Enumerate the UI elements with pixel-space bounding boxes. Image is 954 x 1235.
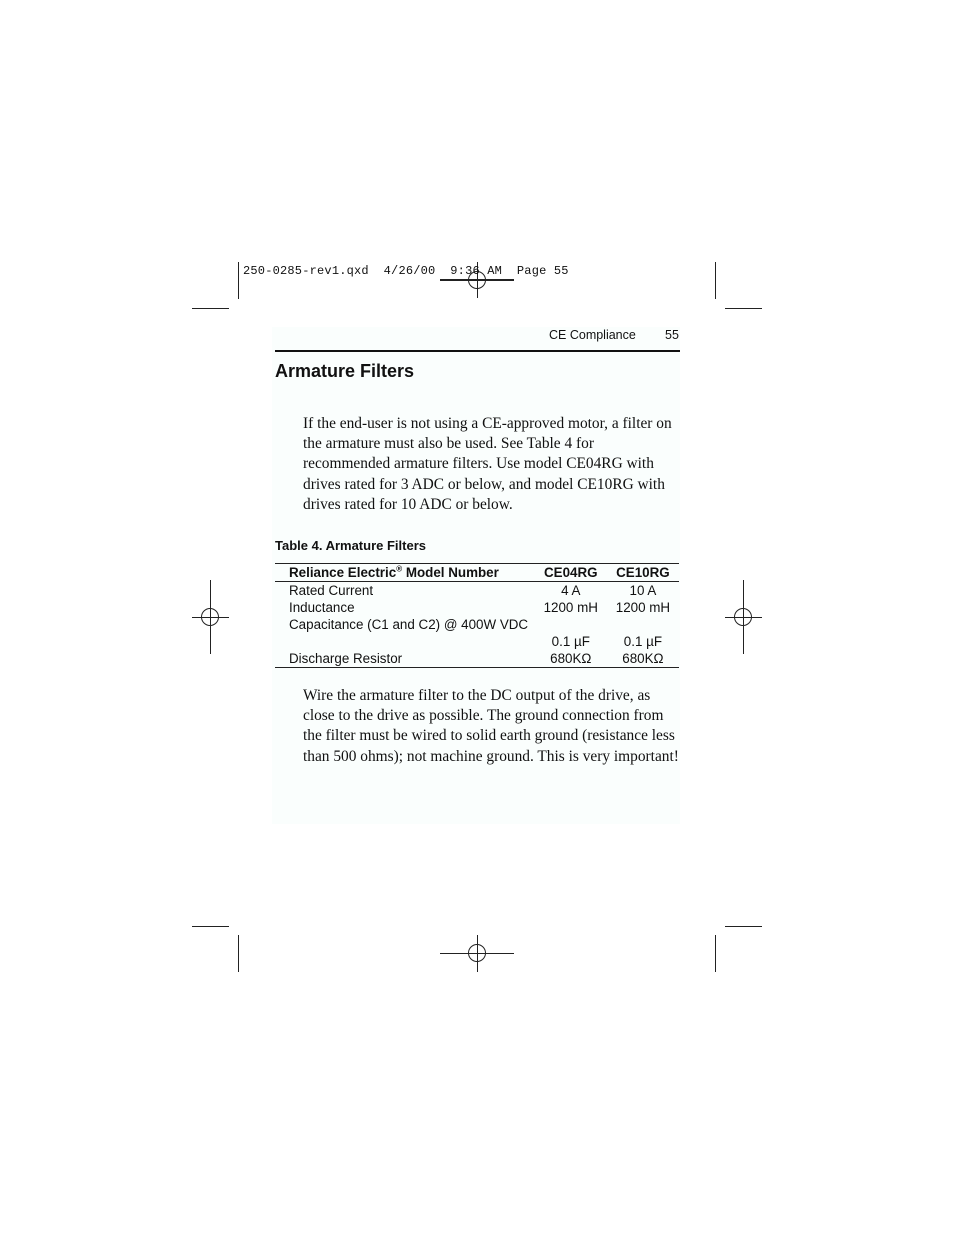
row-value-ce04rg: 4 A [561, 583, 581, 598]
crop-mark-bottom-right-v [715, 935, 716, 972]
row-value-ce10rg: 1200 mH [615, 600, 671, 615]
row-value-ce10rg: 680KΩ [622, 651, 664, 666]
row-value-ce10rg: 10 A [629, 583, 657, 598]
slug-underline [440, 279, 514, 280]
header-ce04rg: CE04RG [535, 564, 607, 582]
crop-mark-bottom-right-h [725, 926, 762, 927]
row-label: Discharge Resistor [289, 651, 403, 666]
crop-mark-top-right-h [725, 308, 762, 309]
row-label: Rated Current [289, 583, 374, 598]
slug-date: 4/26/00 [383, 264, 436, 278]
slug-line [243, 264, 569, 278]
row-label [275, 633, 535, 650]
header-rule [275, 350, 680, 352]
row-label: Inductance [289, 600, 355, 615]
table-row [275, 582, 679, 600]
table-caption: Table 4. Armature Filters [275, 538, 426, 553]
intro-paragraph: If the end-user is not using a CE-approved motor, a filter on the armature must also be used. See Table 4 for recommended armature filters. Use model CE04RG with drives rated for 3 ADC or below, and model CE10RG with drives rated for 10 ADC or below. [303, 415, 672, 513]
slug-filename: 250-0285-rev1.qxd [243, 264, 369, 278]
table-row [275, 599, 679, 616]
crop-mark-bottom-left-h [192, 926, 229, 927]
table-row [275, 633, 679, 650]
armature-filters-table [275, 563, 679, 668]
row-value-ce04rg: 680KΩ [550, 651, 592, 666]
running-header-section: CE Compliance [549, 328, 636, 342]
table-header-row [275, 564, 679, 582]
row-value-ce04rg: 0.1 µF [551, 634, 590, 649]
crop-mark-top-left-v [238, 262, 239, 299]
closing-paragraph: Wire the armature filter to the DC output of the drive, as close to the drive as possible. The ground connection from the filter must be wired to solid earth ground (resistance less than 500 ohms); not machine ground. This is very important! [303, 687, 679, 765]
row-value-ce04rg: 1200 mH [543, 600, 598, 615]
slug-page: Page 55 [516, 264, 569, 278]
section-title: Armature Filters [275, 361, 415, 381]
slug-time: 9:36 AM [450, 264, 503, 278]
row-value-ce10rg: 0.1 µF [623, 634, 663, 649]
crop-mark-top-right-v [715, 262, 716, 299]
crop-mark-top-left-h [192, 308, 229, 309]
registered-mark: ® [396, 564, 403, 574]
running-header-page-number: 55 [665, 328, 679, 342]
row-label: Capacitance (C1 and C2) @ 400W VDC [289, 617, 529, 632]
crop-mark-bottom-left-v [238, 935, 239, 972]
header-model-number: Reliance Electric® Model Number [275, 564, 535, 582]
header-ce10rg: CE10RG [607, 564, 679, 582]
table-row [275, 616, 679, 633]
table-row [275, 650, 679, 668]
